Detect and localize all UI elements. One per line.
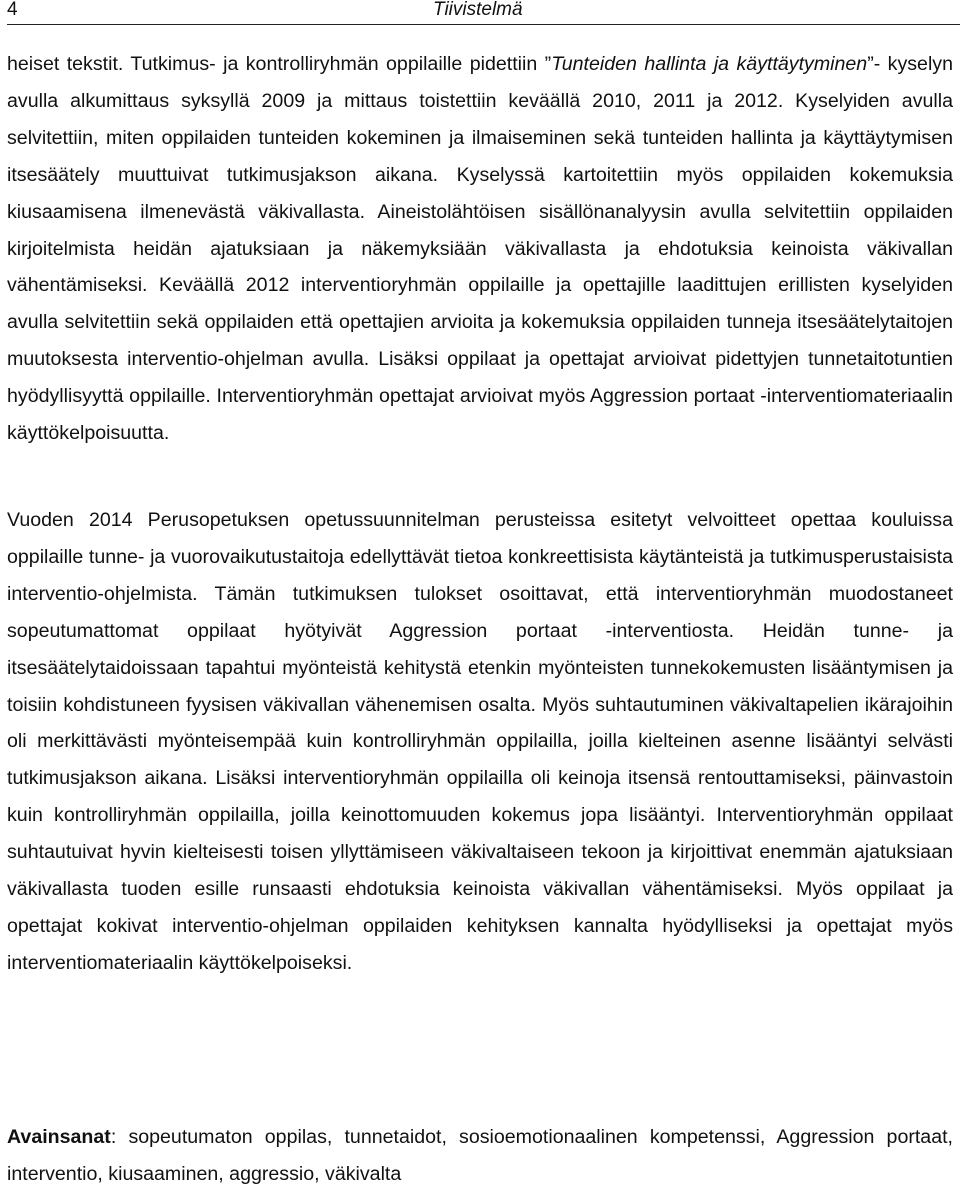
keywords bbox=[7, 1119, 953, 1193]
running-title: Tiivistelmä bbox=[433, 0, 523, 20]
paragraph-2: Vuoden 2014 Perusopetuksen opetussuunnitelman perusteissa esitetyt velvoitteet opettaa kouluissa oppilaille tunne- ja vuorovaikutustaitoja edellyttävät tietoa konkreettisista käytänteistä ja tutkimusperustaisista interventio-ohjelmista. Tämän tutkimuksen tulokset osoittavat, että interventioryhmän muodostaneet sopeutumattomat oppilaat hyötyivät Aggression portaat -interventiosta. Heidän tunne- ja itsesäätelytaidoissaan tapahtui myönteistä kehitystä etenkin myönteisten tunnekokemusten lisääntymisen ja toisiin kohdistuneen fyysisen väkivallan vähenemisen osalta. Myös suhtautuminen väkivaltapelien ikärajoihin oli merkittävästi myönteisempää kuin kontrolliryhmän oppilailla, joilla kielteinen asenne lisääntyi selvästi tutkimusjakson aikana. Lisäksi interventioryhmän oppilailla oli keinoja itsensä rentouttamiseksi, päinvastoin kuin kontrolliryhmän oppilailla, joilla keinottomuuden kokemus jopa lisääntyi. Interventioryhmän oppilaat suhtautuivat hyvin kielteisesti toisen yllyttämiseen väkivaltaiseen tekoon ja kirjoittivat enemmän ajatuksiaan väkivallasta tuoden esille runsaasti ehdotuksia keinoista väkivallan vähentämiseksi. Myös oppilaat ja opettajat kokivat interventio-ohjelman oppilaiden kehityksen kannalta hyödylliseksi ja opettajat myös interventiomateriaalin käyttökelpoiseksi. bbox=[7, 509, 953, 974]
paragraph-1-text-start: heiset tekstit. Tutkimus- ja kontrolliryhmän oppilaille pidettiin ” bbox=[7, 53, 552, 75]
page-header bbox=[7, 0, 960, 25]
keywords-separator: : bbox=[110, 1126, 129, 1148]
paragraph-1 bbox=[7, 46, 953, 452]
page-number: 4 bbox=[7, 0, 18, 20]
questionnaire-title: Tunteiden hallinta ja käyttäytyminen bbox=[551, 53, 868, 75]
keywords-label: Avainsanat bbox=[7, 1126, 111, 1148]
paragraph-1-text-rest: ”- kyselyn avulla alkumittaus syksyllä 2009 ja mittaus toistettiin keväällä 2010, 2011 ja 2012. Kyselyiden avulla selvitettiin, miten oppilaiden tunteiden kokeminen ja ilmaiseminen sekä tunteiden hallinta ja käyttäytymisen itsesäätely muuttuivat tutkimusjakson aikana. Kyselyssä kartoitettiin myös oppilaiden kokemuksia kiusaamisena ilmenevästä väkivallasta. Aineistolähtöisen sisällönanalyysin avulla selvitettiin oppilaiden kirjoitelmista heidän ajatuksiaan ja näkemyksiään väkivallasta ja ehdotuksia keinoista väkivallan vähentämiseksi. Keväällä 2012 interventioryhmän oppilaille ja opettajille laadittujen erillisten kyselyiden avulla selvitettiin sekä oppilaiden että opettajien arvioita ja kokemuksia oppilaiden tunneja itsesäätelytaitojen muutoksesta interventio-ohjelman avulla. Lisäksi oppilaat ja opettajat arvioivat pidettyjen tunnetaitotuntien hyödyllisyyttä oppilaille. Interventioryhmän opettajat arvioivat myös Aggression portaat -interventiomateriaalin käyttökelpoisuutta. bbox=[7, 53, 953, 445]
keywords-list: sopeutumaton oppilas, tunnetaidot, sosioemotionaalinen kompetenssi, Aggression portaat, interventio, kiusaaminen, aggressio, väkivalta bbox=[7, 1126, 953, 1185]
